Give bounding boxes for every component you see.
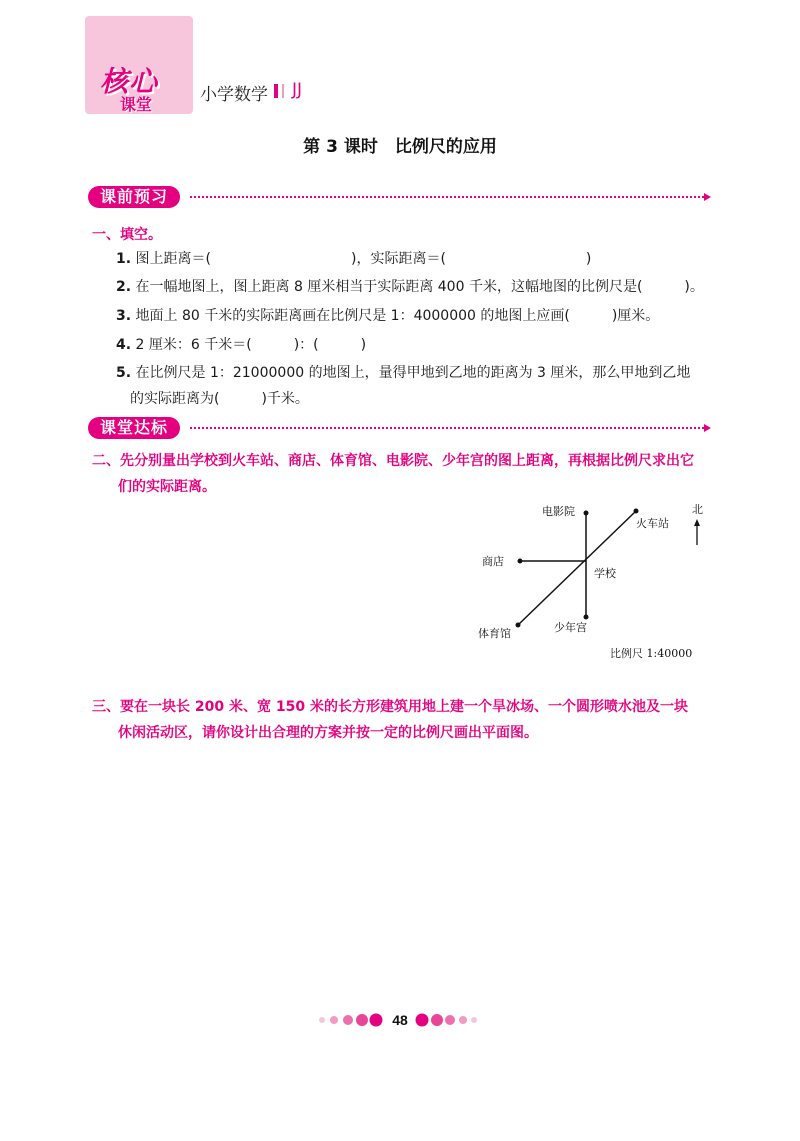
- footer-dot: [319, 1017, 325, 1023]
- page-number: 48: [392, 1012, 408, 1028]
- question-2: [116, 276, 704, 296]
- question-number: 3.: [116, 308, 132, 324]
- question-3: [116, 305, 659, 325]
- banner-dotted-line: [190, 196, 704, 198]
- lesson-title: 第 3 课时 比例尺的应用: [303, 137, 497, 157]
- footer-dot: [416, 1014, 429, 1027]
- question-number: 2.: [116, 279, 132, 295]
- question-number: 1.: [116, 251, 132, 267]
- map-scale-label: 比例尺 1:40000: [610, 647, 693, 660]
- part-one-title: 一、填空。: [92, 227, 162, 243]
- banner-dotted-line: [190, 427, 704, 429]
- banner-arrow-icon: [704, 193, 711, 201]
- header-divider: [274, 84, 278, 98]
- shop-label: 商店: [482, 555, 504, 568]
- footer-dot: [356, 1014, 368, 1026]
- subject-label: 小学数学: [200, 85, 268, 105]
- school-map-diagram: [470, 495, 710, 665]
- logo-subtitle: 课堂: [120, 95, 153, 114]
- edition-label: JJ: [292, 80, 303, 100]
- part-three-title-line1: 三、要在一块长 200 米、宽 150 米的长方形建筑用地上建一个旱冰场、一个圆形喷水池及一块: [92, 699, 688, 715]
- footer-dot: [459, 1016, 467, 1024]
- logo-title: 核心: [100, 65, 159, 98]
- footer-dot: [431, 1014, 443, 1026]
- footer-dot: [330, 1016, 338, 1024]
- part-two-title-line2: 们的实际距离。: [118, 479, 216, 495]
- question-5-continued: 的实际距离为( )千米。: [130, 391, 309, 407]
- header-divider-light: [282, 84, 284, 98]
- question-text: 2 厘米：6 千米＝( )：( ): [135, 337, 367, 353]
- question-4: [116, 334, 366, 354]
- part-three-title-line2: 休闲活动区，请你设计出合理的方案并按一定的比例尺画出平面图。: [118, 725, 538, 741]
- question-number: 4.: [116, 337, 132, 353]
- question-1: [116, 248, 591, 268]
- footer-dot: [343, 1015, 353, 1025]
- banner-arrow-icon: [704, 424, 711, 432]
- footer-dot: [471, 1017, 477, 1023]
- youth-palace-point: [584, 615, 589, 620]
- north-label: 北: [692, 503, 703, 516]
- cinema-point: [584, 511, 589, 516]
- cinema-label: 电影院: [542, 505, 575, 518]
- gym-point: [516, 623, 521, 628]
- question-number: 5.: [116, 365, 132, 381]
- question-5: [116, 362, 690, 382]
- question-text: 在比例尺是 1：21000000 的地图上，量得甲地到乙地的距离为 3 厘米，那么甲地到乙地: [135, 365, 691, 381]
- section-banner-in-class: 课堂达标: [88, 417, 180, 439]
- north-arrowhead-icon: [694, 519, 700, 526]
- question-text: 地面上 80 千米的实际距离画在比例尺是 1：4000000 的地图上应画( )厘米。: [135, 308, 660, 324]
- station-point: [634, 509, 639, 514]
- footer-dot: [370, 1014, 383, 1027]
- gym-to-station-line: [518, 511, 636, 625]
- shop-point: [518, 559, 523, 564]
- youth-palace-label: 少年宫: [554, 621, 587, 634]
- footer-dot: [445, 1015, 455, 1025]
- question-text: 图上距离＝( )，实际距离＝( ): [135, 251, 592, 267]
- part-two-title-line1: 二、先分别量出学校到火车站、商店、体育馆、电影院、少年宫的图上距离，再根据比例尺求出它: [92, 453, 694, 469]
- page-footer: [0, 1010, 800, 1030]
- section-banner-pre-class: 课前预习: [88, 186, 180, 208]
- school-label: 学校: [594, 567, 616, 580]
- question-text: 在一幅地图上，图上距离 8 厘米相当于实际距离 400 千米，这幅地图的比例尺是( )。: [135, 279, 704, 295]
- gym-label: 体育馆: [478, 627, 511, 640]
- station-label: 火车站: [636, 517, 669, 530]
